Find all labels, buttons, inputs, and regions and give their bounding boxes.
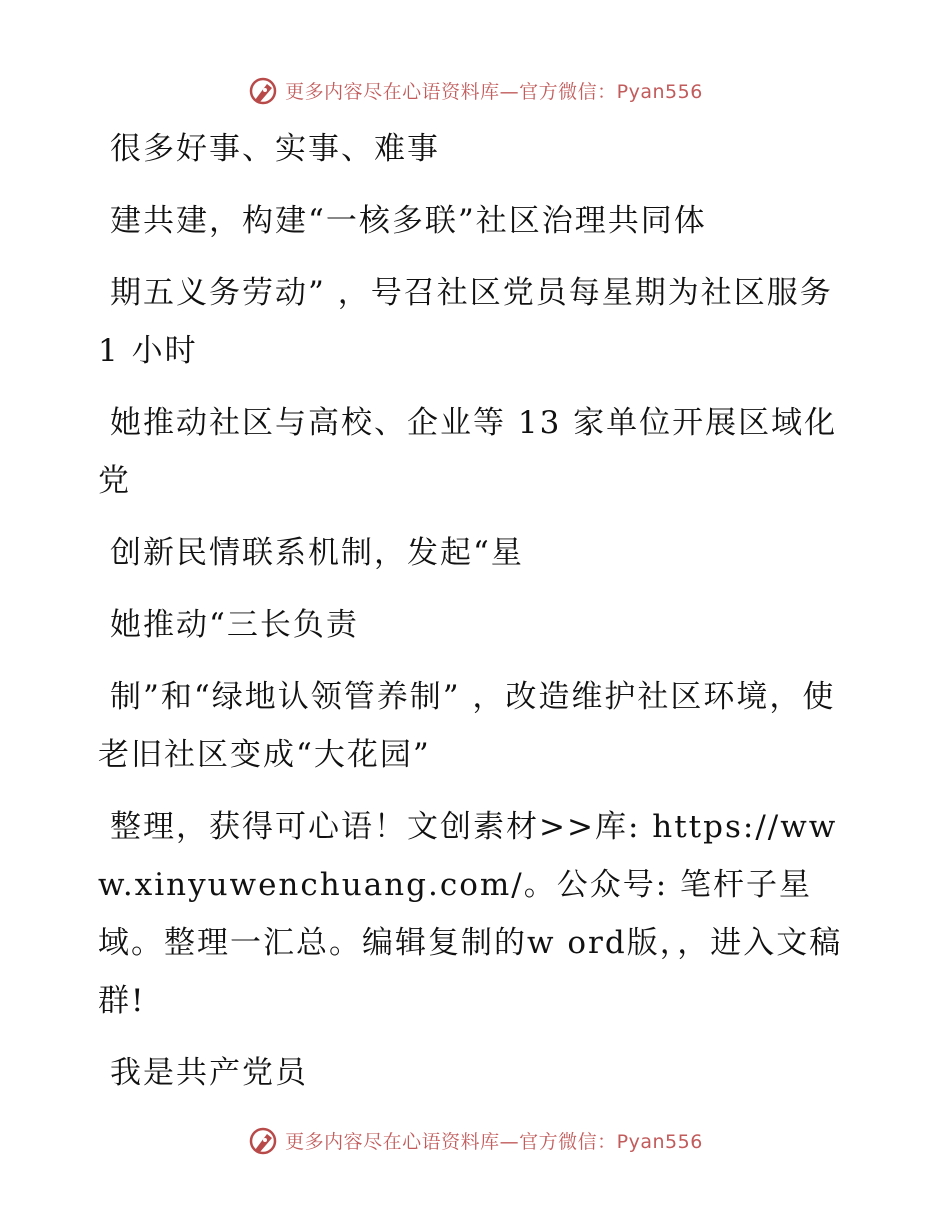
header-banner-inner [247,74,703,106]
paragraph-1: 很多好事、实事、难事 [110,131,440,167]
paragraph-2: 建共建，构建“一核多联”社区治理共同体 [110,203,707,239]
header-banner [0,70,950,110]
paragraph-3: 期五义务劳动” ，号召社区党员每星期为社区服务 1 小时 [98,275,833,369]
pen-nib-circle-logo-icon [247,74,279,106]
paragraph-7: 制”和“绿地认领管养制” ，改造维护社区环境，使老旧社区变成“大花园” [98,679,836,773]
paragraph-9: 我是共产党员 [110,1055,308,1091]
paragraph-5: 创新民情联系机制，发起“星 [110,535,524,571]
header-banner-text: 更多内容尽在心语资料库—官方微信：Pyan556 [285,80,703,103]
footer-banner [0,1120,950,1160]
paragraph-4: 她推动社区与高校、企业等 13 家单位开展区域化党 [98,405,838,499]
footer-banner-text: 更多内容尽在心语资料库—官方微信：Pyan556 [285,1130,703,1153]
pen-nib-circle-logo-icon [247,1124,279,1156]
document-body [98,120,858,1116]
paragraph-6: 她推动“三长负责 [110,607,359,643]
paragraph-8: 整理，获得可心语！文创素材>>库: https://www.xinyuwenchuang.com/。公众号: 笔杆子星域。整理一汇总。编辑复制的w ord版，，进入文稿群! [98,809,843,1019]
footer-banner-inner [247,1124,703,1156]
